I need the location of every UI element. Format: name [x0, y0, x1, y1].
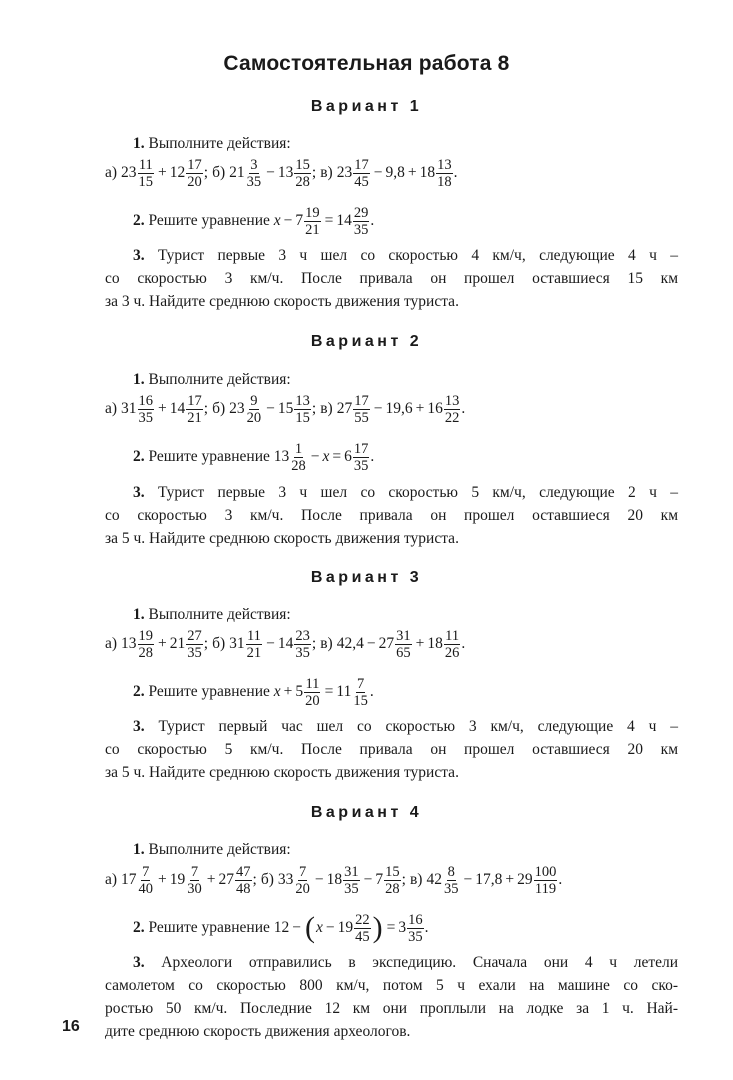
variant-4-task-3-line-1: 3. Археологи отправились в экспедицию. Сначала они 4 ч летели	[133, 954, 679, 971]
variant-4-task-3-line-2: самолетом со скоростью 800 км/ч, потом 5 ч ехали на машине со ско-	[105, 977, 678, 994]
variant-2-task-2-equation: 2. Решите уравнение 13 $\frac{1}{28}$ − x = 6 $\frac{17}{35}$ .	[133, 440, 375, 474]
variant-3-task-3-line-2: со скоростью 5 км/ч. После привала он прошел оставшиеся 20 км	[105, 741, 678, 758]
variant-2-task-3-line-2: со скоростью 3 км/ч. После привала он прошел оставшиеся 20 км	[105, 507, 678, 524]
variant-1-task-3-line-1: 3. Турист первые 3 ч шел со скоростью 4 км/ч, следующие 4 ч –	[133, 247, 678, 264]
variant-1-task-1-expression: а) 23 $\frac{11}{15}$ + 12 $\frac{17}{20}$ ; б) 21 $\frac{3}{35}$ − 13 $\frac{15}{28}$ ; в) 23 $\frac{17}{45}$ − 9,8 + 18 $\frac{13}{18}$ .	[105, 156, 458, 190]
variant-4-task-1-expression: а) 17 $\frac{7}{40}$ + 19 $\frac{7}{30}$ + 27 $\frac{47}{48}$ ; б) 33 $\frac{7}{20}$ − 18 $\frac{31}{35}$ − 7 $\frac{15}{28}$ ; в) 42 $\frac{8}{35}$ − 17,8 + 29 $\frac{100}{119}$ .	[105, 863, 563, 897]
variant-1-task-3-line-3: за 3 ч. Найдите среднюю скорость движения туриста.	[105, 293, 459, 310]
variant-2-task-3-line-1: 3. Турист первые 3 ч шел со скоростью 5 км/ч, следующие 2 ч –	[133, 484, 678, 501]
variant-4-heading: Вариант 4	[310, 804, 423, 821]
variant-1-task-2-equation: 2. Решите уравнение x − 7 $\frac{19}{21}$ = 14 $\frac{29}{35}$ .	[133, 204, 375, 238]
page-number: 16	[62, 1018, 80, 1035]
variant-4-task-2-equation: 2. Решите уравнение 12 − ( x − 19 $\frac{22}{45}$ ) = 3 $\frac{16}{35}$ .	[133, 911, 429, 945]
variant-2-task-1-expression: а) 31 $\frac{16}{35}$ + 14 $\frac{17}{21}$ ; б) 23 $\frac{9}{20}$ − 15 $\frac{13}{15}$ ; в) 27 $\frac{17}{55}$ − 19,6 + 16 $\frac{13}{22}$ .	[105, 392, 466, 426]
variant-3-heading: Вариант 3	[310, 569, 423, 586]
variant-2-heading: Вариант 2	[310, 333, 423, 350]
variant-1-heading: Вариант 1	[310, 98, 423, 115]
variant-3-task-1-expression: а) 13 $\frac{19}{28}$ + 21 $\frac{27}{35}$ ; б) 31 $\frac{11}{21}$ − 14 $\frac{23}{35}$ ; в) 42,4 − 27 $\frac{31}{65}$ + 18 $\frac{11}{26}$ .	[105, 627, 466, 661]
variant-3-task-3-line-3: за 5 ч. Найдите среднюю скорость движения туриста.	[105, 764, 459, 781]
variant-4-task-3-line-4: дите среднюю скорость движения археологов.	[105, 1023, 411, 1040]
variant-3-task-3-line-1: 3. Турист первый час шел со скоростью 3 км/ч, следующие 4 ч –	[133, 718, 679, 735]
variant-4-task-3-line-3: ростью 50 км/ч. Последние 12 км они проплыли на лодке за 1 ч. Най-	[105, 1000, 678, 1017]
variant-4-task-1-prompt: 1. Выполните действия:	[133, 841, 291, 858]
variant-1-task-1-prompt: 1. Выполните действия:	[133, 135, 291, 152]
variant-1-task-3-line-2: со скоростью 3 км/ч. После привала он прошел оставшиеся 15 км	[105, 270, 678, 287]
page-title: Самостоятельная работа 8	[223, 52, 510, 75]
variant-3-task-1-prompt: 1. Выполните действия:	[133, 606, 291, 623]
variant-2-task-1-prompt: 1. Выполните действия:	[133, 371, 291, 388]
variant-2-task-3-line-3: за 5 ч. Найдите среднюю скорость движения туриста.	[105, 530, 459, 547]
variant-3-task-2-equation: 2. Решите уравнение x + 5 $\frac{11}{20}$ = 11 $\frac{7}{15}$ .	[133, 675, 374, 709]
